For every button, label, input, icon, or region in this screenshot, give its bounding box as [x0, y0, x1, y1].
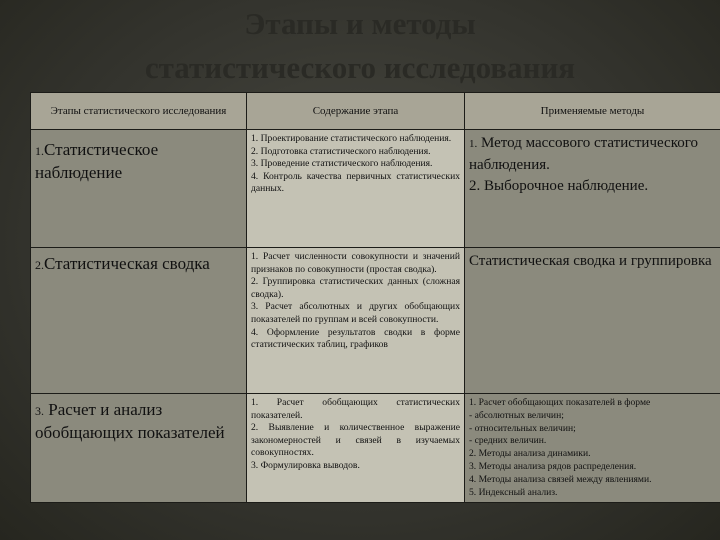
content-item: 1. Расчет обобщающих статистических показателей. — [251, 397, 460, 421]
methods-item: 1. Расчет обобщающих показателей в форме — [469, 397, 651, 408]
stage-number: 1. — [35, 144, 44, 158]
stage-number: 2. — [35, 258, 44, 272]
stage-cell — [31, 130, 247, 248]
table-row — [31, 394, 720, 503]
stage-cell — [31, 248, 247, 394]
methods-cell — [465, 394, 720, 503]
methods-item: - средних величин. — [469, 435, 547, 447]
methods-item: 2. Методы анализа динамики. — [469, 448, 591, 460]
content-item: 2. Группировка статистических данных (сложная сводка). — [251, 276, 460, 300]
table-row — [31, 248, 720, 394]
methods-item: Метод массового статистического наблюдения. — [469, 135, 699, 173]
content-item: 3. Проведение статистического наблюдения. — [251, 158, 433, 170]
table-header-row — [31, 93, 720, 130]
content-item: 2. Выявление и количественное выражение закономерностей и связей в изучаемых совокупностях. — [251, 422, 460, 459]
content-cell — [247, 130, 465, 248]
table-row — [31, 130, 720, 248]
header-stages: Этапы статистического исследования — [31, 93, 247, 130]
header-methods: Применяемые методы — [465, 93, 720, 130]
stage-cell — [31, 394, 247, 503]
methods-item: 4. Методы анализа связей между явлениями. — [469, 473, 652, 485]
content-item: 3. Формулировка выводов. — [251, 459, 360, 471]
methods-item: Статистическая сводка и группировка — [469, 253, 712, 269]
content-cell — [247, 248, 465, 394]
content-item: 1. Расчет численности совокупности и значений признаков по совокупности (простая сводка). — [251, 251, 460, 275]
content-cell — [247, 394, 465, 503]
methods-item: 5. Индексный анализ. — [469, 486, 558, 498]
content-item: 3. Расчет абсолютных и других обобщающих показателей по группам и всей совокупности. — [251, 301, 460, 325]
methods-cell — [465, 248, 720, 394]
content-item: 2. Подготовка статистического наблюдения. — [251, 145, 431, 157]
header-content: Содержание этапа — [247, 93, 465, 130]
methods-cell — [465, 130, 720, 248]
methods-item: 2. Выборочное наблюдение. — [469, 178, 649, 194]
stage-number: 3. — [35, 404, 44, 418]
page-title — [0, 0, 720, 90]
title-line-2: статистического исследования — [144, 50, 576, 85]
stage-name: Статистическое наблюдение — [35, 140, 159, 182]
stages-methods-table — [30, 92, 720, 503]
content-item: 4. Контроль качества первичных статистических данных. — [251, 170, 460, 195]
content-item: 1. Проектирование статистического наблюдения. — [251, 133, 452, 144]
methods-number: 1. — [469, 138, 478, 150]
methods-item: - относительных величин; — [469, 422, 576, 434]
methods-item: 3. Методы анализа рядов распределения. — [469, 460, 637, 472]
content-item: 4. Оформление результатов сводки в форме статистических таблиц, графиков — [251, 326, 460, 351]
title-line-1: Этапы и методы — [244, 6, 476, 41]
stage-name: Статистическая сводка — [44, 254, 210, 273]
stage-name: Расчет и анализ обобщающих показателей — [35, 400, 225, 442]
methods-item: - абсолютных величин; — [469, 409, 564, 421]
